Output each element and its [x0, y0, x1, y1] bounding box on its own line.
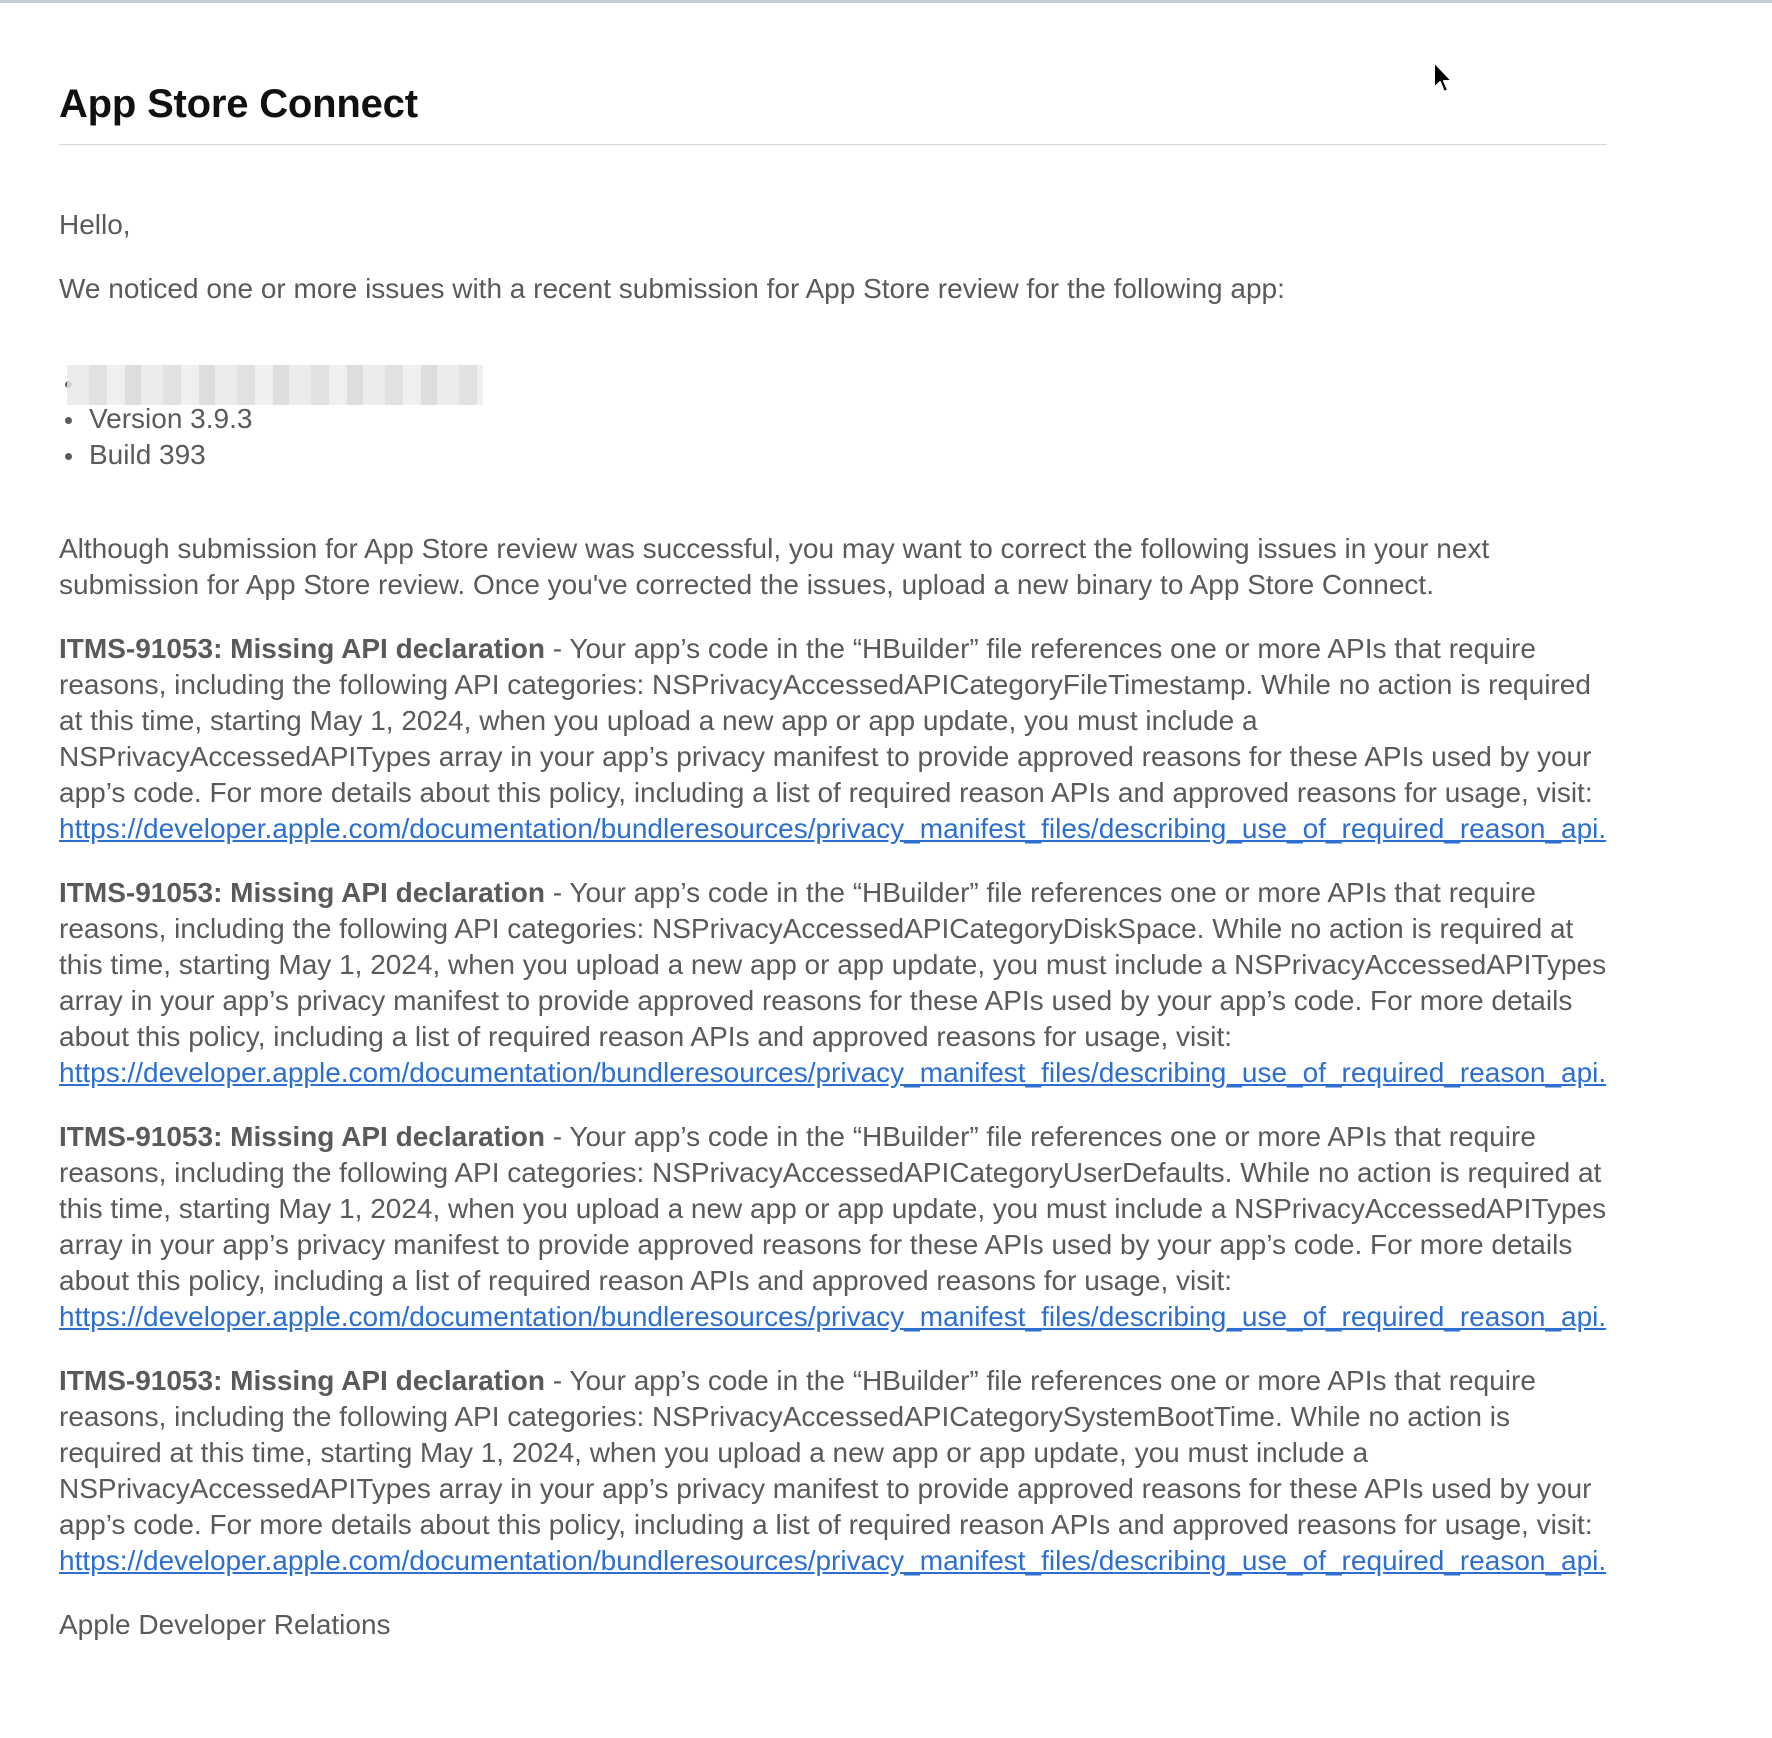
- issue-title: ITMS-91053: Missing API declaration: [59, 877, 545, 908]
- list-item-app-name: [59, 365, 1607, 401]
- issue-title: ITMS-91053: Missing API declaration: [59, 633, 545, 664]
- issue-title: ITMS-91053: Missing API declaration: [59, 1365, 545, 1396]
- list-item-version: Version 3.9.3: [59, 401, 1607, 437]
- title-divider: [59, 144, 1607, 145]
- issue-doc-link[interactable]: https://developer.apple.com/documentation/bundleresources/privacy_manifest_files/describing_use_of_required_reason_api.: [59, 1301, 1607, 1332]
- mouse-pointer-icon: [1432, 60, 1456, 96]
- issue-paragraph: [59, 875, 1607, 1091]
- issue-doc-link[interactable]: https://developer.apple.com/documentation/bundleresources/privacy_manifest_files/describing_use_of_required_reason_api.: [59, 813, 1607, 844]
- issue-title: ITMS-91053: Missing API declaration: [59, 1121, 545, 1152]
- greeting-text: Hello,: [59, 209, 131, 240]
- email-content: [59, 0, 1607, 1643]
- issue-paragraph: [59, 1119, 1607, 1335]
- issue-body: - Your app’s code in the “HBuilder” file references one or more APIs that require reasons, including the following API categories: NSPrivacyAccessedAPICategoryFileTimestamp. While no action is required at this time, starting May 1, 2024, when you upload a new app or app update, you must include a NSPrivacyAccessedAPITypes array in your app’s privacy manifest to provide approved reasons for these APIs used by your app’s code. For more details about this policy, including a list of required reason APIs and approved reasons for usage, visit:: [59, 633, 1593, 808]
- list-item-build: Build 393: [59, 437, 1607, 473]
- signoff-text: Apple Developer Relations: [59, 1609, 391, 1640]
- issue-doc-link[interactable]: https://developer.apple.com/documentation/bundleresources/privacy_manifest_files/describing_use_of_required_reason_api.: [59, 1057, 1607, 1088]
- page-title: App Store Connect: [59, 82, 418, 126]
- issue-paragraph: [59, 631, 1607, 847]
- redacted-app-name: [67, 365, 483, 405]
- issue-body: - Your app’s code in the “HBuilder” file references one or more APIs that require reasons, including the following API categories: NSPrivacyAccessedAPICategoryDiskSpace. While no action is required at this time, starting May 1, 2024, when you upload a new app or app update, you must include a NSPrivacyAccessedAPITypes array in your app’s privacy manifest to provide approved reasons for these APIs used by your app’s code. For more details about this policy, including a list of required reason APIs and approved reasons for usage, visit:: [59, 877, 1607, 1052]
- summary-text: Although submission for App Store review was successful, you may want to correct the following issues in your next submission for App Store review. Once you've corrected the issues, upload a new binary to App Store Connect.: [59, 533, 1490, 600]
- issue-doc-link[interactable]: https://developer.apple.com/documentation/bundleresources/privacy_manifest_files/describing_use_of_required_reason_api.: [59, 1545, 1607, 1576]
- issue-paragraph: [59, 1363, 1607, 1579]
- app-details-list: [59, 365, 1607, 473]
- issue-body: - Your app’s code in the “HBuilder” file references one or more APIs that require reasons, including the following API categories: NSPrivacyAccessedAPICategorySystemBootTime. While no action is required at this time, starting May 1, 2024, when you upload a new app or app update, you must include a NSPrivacyAccessedAPITypes array in your app’s privacy manifest to provide approved reasons for these APIs used by your app’s code. For more details about this policy, including a list of required reason APIs and approved reasons for usage, visit:: [59, 1365, 1593, 1540]
- issue-body: - Your app’s code in the “HBuilder” file references one or more APIs that require reasons, including the following API categories: NSPrivacyAccessedAPICategoryUserDefaults. While no action is required at this time, starting May 1, 2024, when you upload a new app or app update, you must include a NSPrivacyAccessedAPITypes array in your app’s privacy manifest to provide approved reasons for these APIs used by your app’s code. For more details about this policy, including a list of required reason APIs and approved reasons for usage, visit:: [59, 1121, 1607, 1296]
- intro-text: We noticed one or more issues with a recent submission for App Store review for the following app:: [59, 273, 1285, 304]
